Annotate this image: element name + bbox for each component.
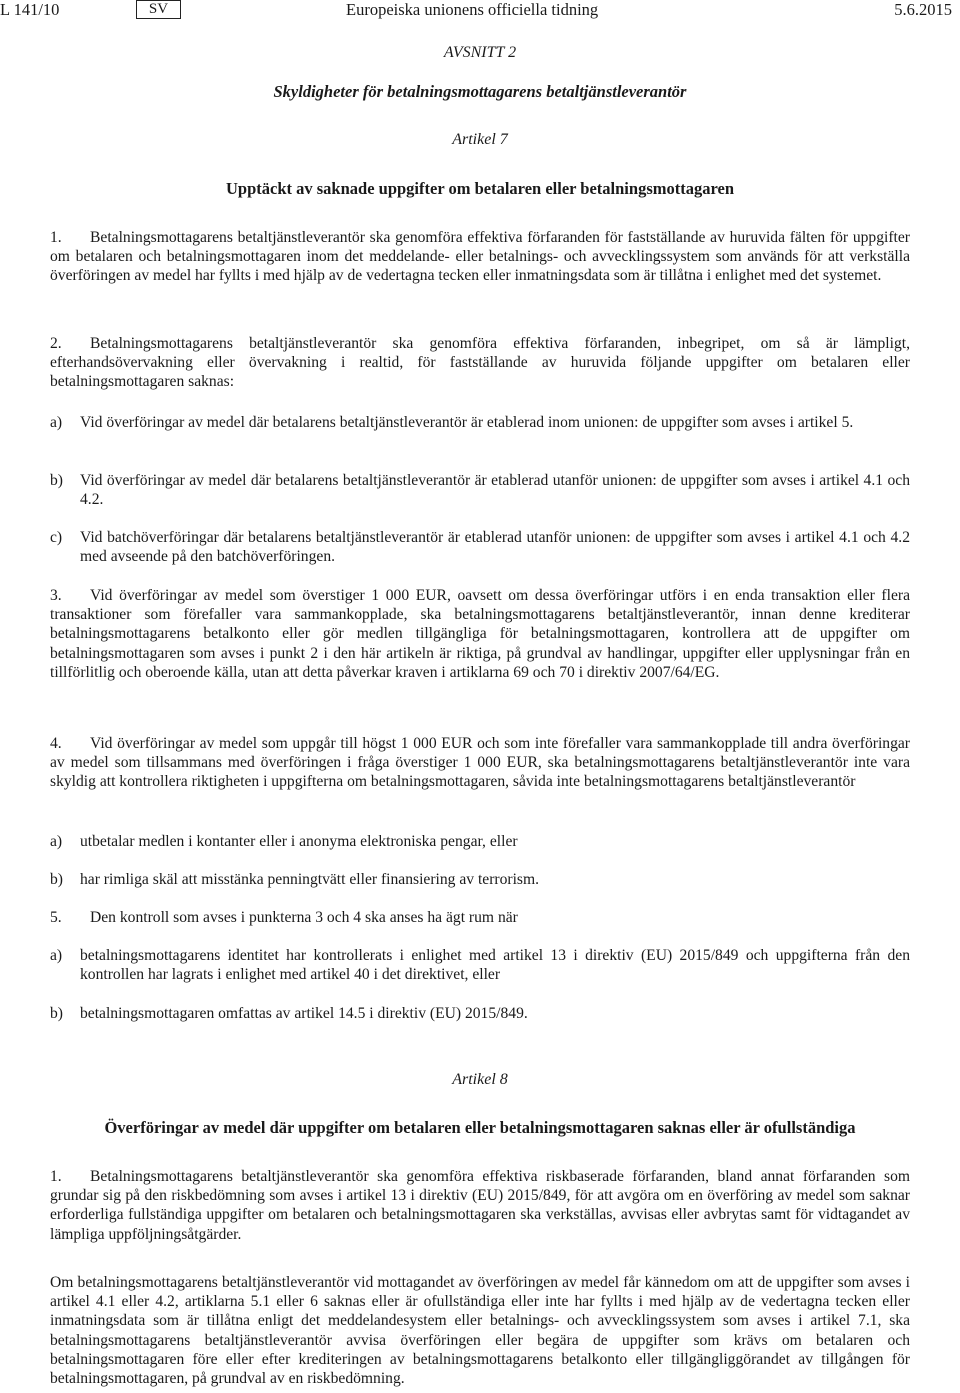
list-label: b) — [50, 1005, 63, 1022]
article-7-label: Artikel 7 — [452, 131, 508, 148]
list-item — [50, 413, 910, 432]
paragraph-text: Betalningsmottagarens betaltjänstleverantör ska genomföra effektiva riskbaserade förfaranden, bland annat förfaranden som grundar sig på den riskbedömning som avses i artikel 13 i direktiv (EU) 2015/849, för att avgöra om en överföring av medel som saknar erforderliga fullständiga uppgifter om betalaren och betalningsmottagaren ska verkställas, avvisas eller avbrytas samt för vidtagandet av lämpliga uppföljningsåtgärder. — [50, 1168, 910, 1243]
list-label: a) — [50, 833, 63, 850]
list-item — [50, 1004, 910, 1023]
paragraph-text: Vid överföringar av medel som uppgår till högst 1 000 EUR och som inte förefaller vara sammankopplade till andra överföringar av medel som tillsammans med överföringen i fråga överstiger 1 000 EUR, ska betalningsmottagarens betaltjänstleverantör inte vara skyldig att kontrollera riktigheten i uppgifterna om betalningsmottagaren, såvida inte betalningsmottagarens betaltjänstleverantör — [50, 735, 910, 791]
article-7-paragraph-1 — [50, 228, 910, 286]
list-label: b) — [50, 871, 63, 888]
article-7-paragraph-5 — [50, 908, 910, 927]
publication-date: 5.6.2015 — [894, 0, 952, 19]
list-label: a) — [50, 414, 63, 431]
list-text: Vid överföringar av medel där betalarens betaltjänstleverantör är etablerad inom unionen: de uppgifter som avses i artikel 5. — [80, 414, 854, 431]
paragraph-text: Den kontroll som avses i punkterna 3 och 4 ska anses ha ägt rum när — [90, 909, 518, 926]
article-7-title: Upptäckt av saknade uppgifter om betalaren eller betalningsmottagaren — [226, 179, 734, 198]
language-badge: SV — [136, 0, 181, 19]
article-7-paragraph-4 — [50, 734, 910, 792]
paragraph-text: Betalningsmottagarens betaltjänstleverantör ska genomföra effektiva förfaranden för fastställande av huruvida fälten för uppgifter om betalaren och betalningsmottagaren inom det meddelande- eller betalnings- och avvecklingssystem som används för att verkställa överföringen av medel har fyllts i med hjälp av de vedertagna tecken eller inmatningsdata som är tillåtna i enlighet med det systemet. — [50, 229, 910, 285]
section-label: AVSNITT 2 — [443, 44, 517, 61]
list-item — [50, 870, 910, 889]
list-label: c) — [50, 529, 63, 546]
list-text: utbetalar medlen i kontanter eller i anonyma elektroniska pengar, eller — [80, 833, 518, 850]
list-text: Vid överföringar av medel där betalarens betaltjänstleverantör är etablerad utanför unionen: de uppgifter som avses i artikel 4.1 och 4.2. — [80, 472, 910, 509]
article-7-paragraph-2 — [50, 334, 910, 392]
list-text: Vid batchöverföringar där betalarens betaltjänstleverantör är etablerad utanför unionen: de uppgifter som avses i artikel 4.1 och 4.2 med avseende på den batchöverföringen. — [80, 529, 910, 566]
paragraph-number: 1. — [50, 229, 62, 246]
article-8-label: Artikel 8 — [452, 1071, 508, 1088]
journal-title: Europeiska unionens officiella tidning — [346, 0, 599, 19]
paragraph-text: Vid överföringar av medel som överstiger 1 000 EUR, oavsett om dessa överföringar utförs i en enda transaktion eller flera transaktioner som förefaller vara sammankopplade, ska betalningsmottagarens betaltjänstleverantör, innan denne krediterar betalningsmottagarens betalkonto eller gör medlen tillgängliga för betalningsmottagaren, kontrollera att de uppgifter om betalningsmottagaren som avses i punkt 2 i den här artikeln är riktiga, på grundval av handlingar, uppgifter eller upplysningar från en tillförlitlig och oberoende källa, utan att detta påverkar kraven i artiklarna 69 och 70 i direktiv 2007/64/EG. — [50, 587, 910, 681]
article-8-paragraph-1 — [50, 1167, 910, 1244]
list-item — [50, 946, 910, 984]
page-header — [0, 0, 960, 20]
list-label: a) — [50, 947, 63, 964]
paragraph-number: 4. — [50, 735, 62, 752]
list-item — [50, 832, 910, 851]
paragraph-number: 2. — [50, 335, 62, 352]
list-item — [50, 471, 910, 509]
article-7-paragraph-3 — [50, 586, 910, 682]
section-title: Skyldigheter för betalningsmottagarens betaltjänstleverantör — [273, 82, 687, 101]
list-item — [50, 528, 910, 566]
article-8-title: Överföringar av medel där uppgifter om betalaren eller betalningsmottagaren saknas eller är ofullständiga — [104, 1118, 856, 1137]
list-label: b) — [50, 472, 63, 489]
article-8-paragraph-2: Om betalningsmottagarens betaltjänstleverantör vid mottagandet av överföringen av medel får kännedom om att de uppgifter som avses i artikel 4.1 eller 4.2, artiklarna 5.1 eller 6 saknas eller är ofullständiga eller inte har fyllts i med hjälp av de vedertagna tecken eller inmatningsdata som är tillåtna enligt det meddelandesystem eller betalnings- och avvecklingssystem som avses i artikel 7.1, ska betalningsmottagarens betaltjänstleverantör avvisa överföringen eller begära de uppgifter som krävs om betalaren och betalningsmottagaren före eller efter krediteringen av betalningsmottagarens betalkonto eller tillgängliggörandet av tillgången för betalningsmottagaren, på grundval av en riskbedömning. — [50, 1274, 910, 1388]
paragraph-text: Betalningsmottagarens betaltjänstleverantör ska genomföra effektiva förfaranden, inbegripet, om så är lämpligt, efterhandsövervakning eller övervakning i realtid, för fastställande av huruvida följande uppgifter om betalaren eller betalningsmottagaren saknas: — [50, 335, 910, 391]
page-reference: L 141/10 — [0, 0, 60, 19]
list-text: betalningsmottagarens identitet har kontrollerats i enlighet med artikel 13 i direktiv (EU) 2015/849 och uppgifterna från den kontrollen har lagrats i enlighet med artikel 40 i det direktivet, eller — [80, 947, 910, 984]
paragraph-number: 5. — [50, 909, 62, 926]
paragraph-number: 1. — [50, 1168, 62, 1185]
paragraph-number: 3. — [50, 587, 62, 604]
list-text: betalningsmottagaren omfattas av artikel 14.5 i direktiv (EU) 2015/849. — [80, 1005, 528, 1022]
list-text: har rimliga skäl att misstänka penningtvätt eller finansiering av terrorism. — [80, 871, 540, 888]
